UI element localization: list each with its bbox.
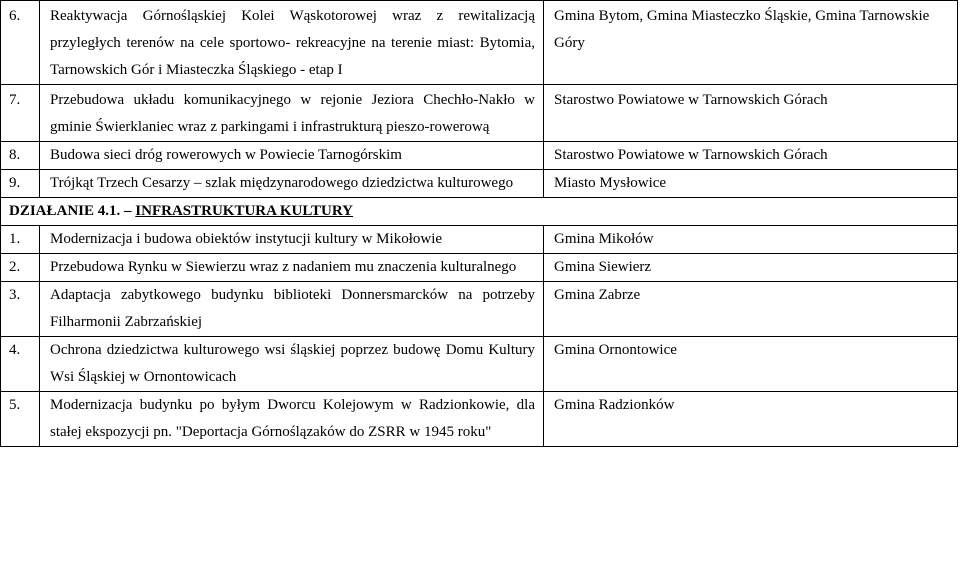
- table-row: [1, 337, 958, 392]
- beneficiary: Gmina Siewierz: [544, 254, 958, 282]
- row-number: 7.: [1, 85, 40, 142]
- table-row: [1, 254, 958, 282]
- section-prefix: DZIAŁANIE 4.1.: [9, 203, 121, 219]
- project-title: Adaptacja zabytkowego budynku biblioteki Donnersmarcków na potrzeby Filharmonii Zabrzańskiej: [40, 282, 544, 337]
- table-row: [1, 392, 958, 447]
- project-title: Budowa sieci dróg rowerowych w Powiecie Tarnogórskim: [40, 142, 544, 170]
- row-number: 3.: [1, 282, 40, 337]
- row-number: 2.: [1, 254, 40, 282]
- project-title: Modernizacja i budowa obiektów instytucji kultury w Mikołowie: [40, 226, 544, 254]
- section-title: INFRASTRUKTURA KULTURY: [135, 203, 353, 219]
- beneficiary: Gmina Bytom, Gmina Miasteczko Śląskie, Gmina Tarnowskie Góry: [544, 1, 958, 85]
- beneficiary: Miasto Mysłowice: [544, 170, 958, 198]
- table-row: [1, 282, 958, 337]
- beneficiary: Gmina Mikołów: [544, 226, 958, 254]
- beneficiary: Gmina Zabrze: [544, 282, 958, 337]
- table-row: [1, 85, 958, 142]
- row-number: 1.: [1, 226, 40, 254]
- row-number: 4.: [1, 337, 40, 392]
- project-title: Przebudowa Rynku w Siewierzu wraz z nadaniem mu znaczenia kulturalnego: [40, 254, 544, 282]
- table-row: [1, 142, 958, 170]
- project-title: Przebudowa układu komunikacyjnego w rejonie Jeziora Chechło-Nakło w gminie Świerklaniec wraz z parkingami i infrastrukturą pieszo-rowerową: [40, 85, 544, 142]
- table-row: [1, 1, 958, 85]
- row-number: 6.: [1, 1, 40, 85]
- table-row: [1, 170, 958, 198]
- project-title: Trójkąt Trzech Cesarzy – szlak międzynarodowego dziedzictwa kulturowego: [40, 170, 544, 198]
- row-number: 9.: [1, 170, 40, 198]
- row-number: 5.: [1, 392, 40, 447]
- section-heading: [1, 198, 958, 226]
- table-row: [1, 226, 958, 254]
- beneficiary: Starostwo Powiatowe w Tarnowskich Górach: [544, 142, 958, 170]
- beneficiary: Starostwo Powiatowe w Tarnowskich Górach: [544, 85, 958, 142]
- section-dash: –: [120, 203, 136, 219]
- beneficiary: Gmina Ornontowice: [544, 337, 958, 392]
- project-title: Reaktywacja Górnośląskiej Kolei Wąskotorowej wraz z rewitalizacją przyległych terenów na cele sportowo- rekreacyjne na terenie miast: Bytomia, Tarnowskich Gór i Miasteczka Śląskiego - etap I: [40, 1, 544, 85]
- project-title: Ochrona dziedzictwa kulturowego wsi śląskiej poprzez budowę Domu Kultury Wsi Śląskiej w Ornontowicach: [40, 337, 544, 392]
- section-header-row: [1, 198, 958, 226]
- beneficiary: Gmina Radzionków: [544, 392, 958, 447]
- project-title: Modernizacja budynku po byłym Dworcu Kolejowym w Radzionkowie, dla stałej ekspozycji pn. "Deportacja Górnoślązaków do ZSRR w 1945 roku": [40, 392, 544, 447]
- row-number: 8.: [1, 142, 40, 170]
